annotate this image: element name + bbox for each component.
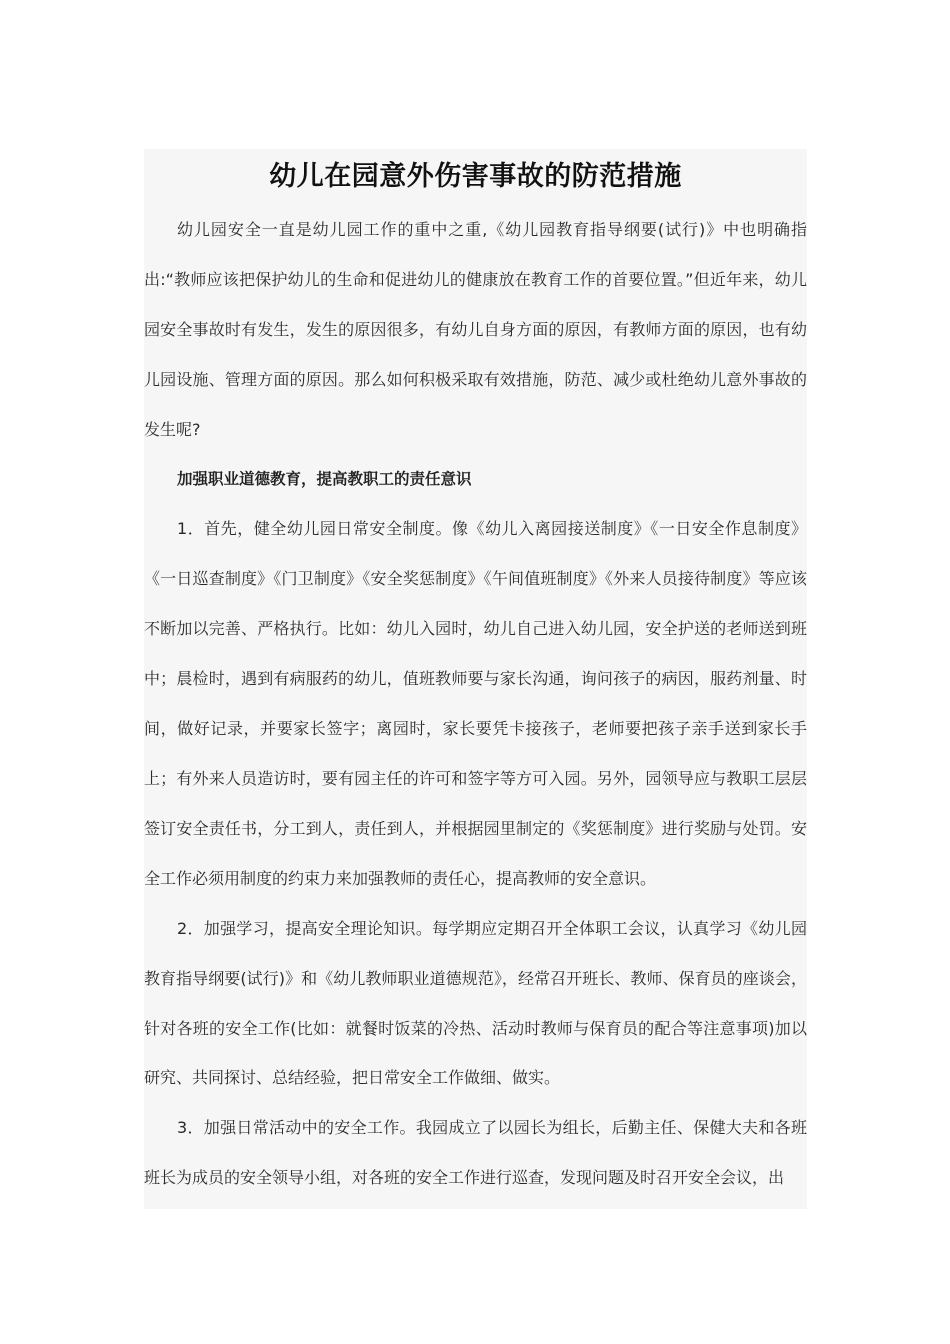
section-heading: 加强职业道德教育，提高教职工的责任意识 [177,469,472,488]
paragraph-item-1: 1．首先，健全幼儿园日常安全制度。像《幼儿入离园接送制度》《一日安全作息制度》《一日巡查制度》《门卫制度》《安全奖惩制度》《午间值班制度》《外来人员接待制度》等应该不断加以完善、严格执行。比如：幼儿入园时，幼儿自己进入幼儿园，安全护送的老师送到班中；晨检时，遇到有病服药的幼儿，值班教师要与家长沟通，询问孩子的病因，服药剂量、时间，做好记录，并要家长签字；离园时，家长要凭卡接孩子，老师要把孩子亲手送到家长手上；有外来人员造访时，要有园主任的许可和签字等方可入园。另外，园领导应与教职工层层签订安全责任书，分工到人，责任到人，并根据园里制定的《奖惩制度》进行奖励与处罚。安全工作必须用制度的约束力来加强教师的责任心，提高教师的安全意识。 [144,519,807,888]
paragraph-item-2: 2．加强学习，提高安全理论知识。每学期应定期召开全体职工会议，认真学习《幼儿园教育指导纲要(试行)》和《幼儿教师职业道德规范》，经常召开班长、教师、保育员的座谈会，针对各班的安全工作(比如：就餐时饭菜的冷热、活动时教师与保育员的配合等注意事项)加以研究、共同探讨、总结经验，把日常安全工作做细、做实。 [144,918,807,1088]
document-body [144,149,807,1209]
intro-paragraph: 幼儿园安全一直是幼儿园工作的重中之重,《幼儿园教育指导纲要(试行)》中也明确指出:“教师应该把保护幼儿的生命和促进幼儿的健康放在教育工作的首要位置。”但近年来，幼儿园安全事故时有发生，发生的原因很多，有幼儿自身方面的原因，有教师方面的原因，也有幼儿园设施、管理方面的原因。那么如何积极采取有效措施，防范、减少或杜绝幼儿意外事故的发生呢? [144,220,807,439]
paragraph-item-3: 3．加强日常活动中的安全工作。我园成立了以园长为组长，后勤主任、保健大夫和各班班长为成员的安全领导小组，对各班的安全工作进行巡查，发现问题及时召开安全会议，出 [144,1118,807,1188]
document-title: 幼儿在园意外伤害事故的防范措施 [269,161,682,192]
